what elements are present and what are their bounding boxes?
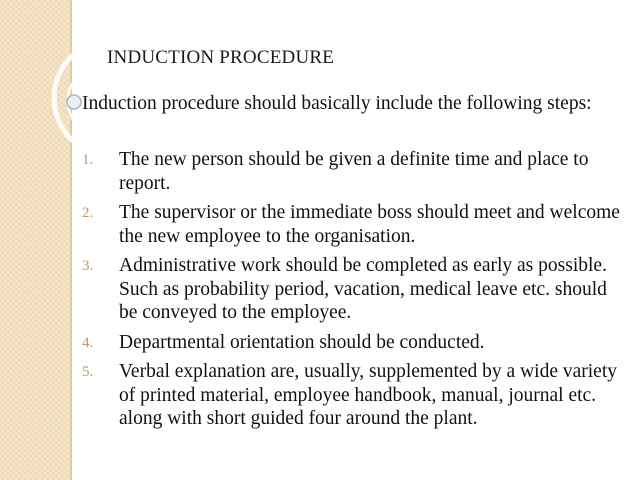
slide-title: INDUCTION PROCEDURE xyxy=(107,47,335,68)
step-number: 4. xyxy=(82,334,94,351)
list-item xyxy=(82,331,622,355)
band-edge-divider xyxy=(70,0,72,480)
step-text: The new person should be given a definite time and place to report. xyxy=(119,149,589,194)
step-text: Verbal explanation are, usually, supplemented by a wide variety of printed material, employee handbook, manual, journal etc. along with short guided four around the plant. xyxy=(119,361,617,429)
step-number: 1. xyxy=(82,152,94,168)
list-item xyxy=(82,254,622,325)
list-item xyxy=(82,360,622,431)
step-text: The supervisor or the immediate boss should meet and welcome the new employee to the organisation. xyxy=(119,202,620,247)
step-number: 2. xyxy=(82,205,94,221)
step-number: 5. xyxy=(82,364,94,380)
decorative-side-band xyxy=(0,0,70,480)
intro-text: Induction procedure should basically include the following steps: xyxy=(82,93,592,114)
step-text: Administrative work should be completed as early as possible. Such as probability period, vacation, medical leave etc. should be conveyed to the employee. xyxy=(119,255,607,323)
list-item xyxy=(82,201,622,248)
step-text: Departmental orientation should be conducted. xyxy=(119,331,485,353)
steps-list xyxy=(82,148,622,437)
step-number: 3. xyxy=(82,258,94,274)
list-item xyxy=(82,148,622,195)
